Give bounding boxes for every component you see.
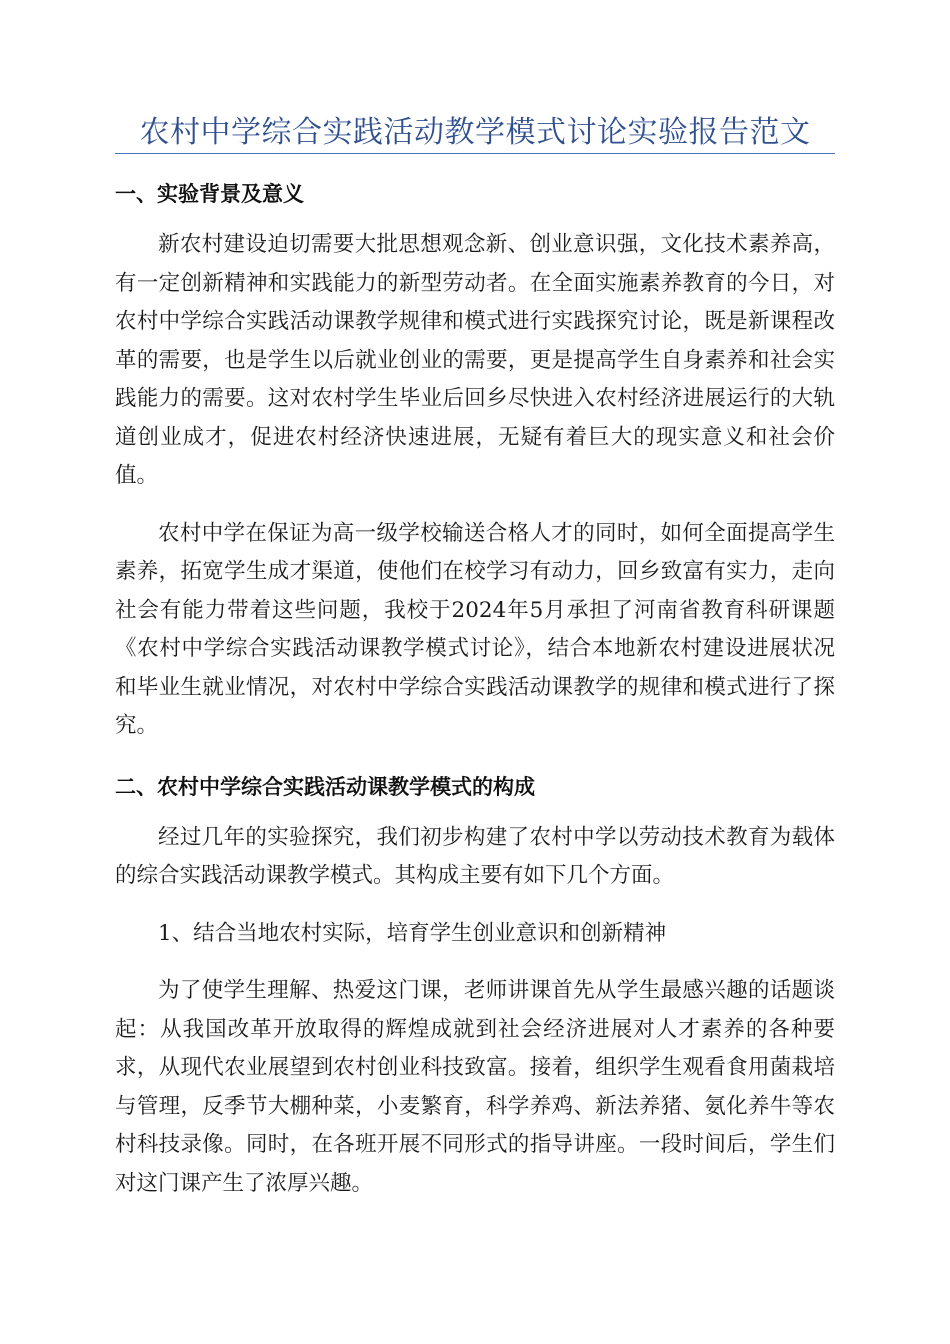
section-heading-model-structure: 二、农村中学综合实践活动课教学模式的构成 xyxy=(115,774,535,799)
subheading-local-practice: 1、结合当地农村实际，培育学生创业意识和创新精神 xyxy=(158,920,667,946)
document-body xyxy=(115,172,835,1222)
section-heading-background: 一、实验背景及意义 xyxy=(115,182,304,206)
paragraph-model-intro: 经过几年的实验探究，我们初步构建了农村中学以劳动技术教育为载体的综合实践活动课教学模式。其构成主要有如下几个方面。 xyxy=(115,824,835,888)
document-title: 农村中学综合实践活动教学模式讨论实验报告范文 xyxy=(139,115,811,150)
paragraph-background: 新农村建设迫切需要大批思想观念新、创业意识强，文化技术素养高，有一定创新精神和实践能力的新型劳动者。在全面实施素养教育的今日，对农村中学综合实践活动课教学规律和模式进行实践探究讨论，既是新课程改革的需要，也是学生以后就业创业的需要，更是提高学生自身素养和社会实践能力的需要。这对农村学生毕业后回乡尽快进入农村经济进展运行的大轨道创业成才，促进农村经济快速进展，无疑有着巨大的现实意义和社会价值。 xyxy=(115,232,835,488)
title-underline xyxy=(115,153,835,154)
paragraph-research-project: 农村中学在保证为高一级学校输送合格人才的同时，如何全面提高学生素养，拓宽学生成才渠道，使他们在校学习有动力，回乡致富有实力，走向社会有能力带着这些问题，我校于2024年5月承担了河南省教育科研课题《农村中学综合实践活动课教学模式讨论》，结合本地新农村建设进展状况和毕业生就业情况，对农村中学综合实践活动课教学的规律和模式进行了探究。 xyxy=(115,520,835,738)
paragraph-teaching-approach: 为了使学生理解、热爱这门课，老师讲课首先从学生最感兴趣的话题谈起：从我国改革开放取得的辉煌成就到社会经济进展对人才素养的各种要求，从现代农业展望到农村创业科技致富。接着，组织学生观看食用菌栽培与管理，反季节大棚种菜，小麦繁育，科学养鸡、新法养猪、氨化养牛等农村科技录像。同时，在各班开展不同形式的指导讲座。一段时间后，学生们对这门课产生了浓厚兴趣。 xyxy=(115,978,835,1196)
